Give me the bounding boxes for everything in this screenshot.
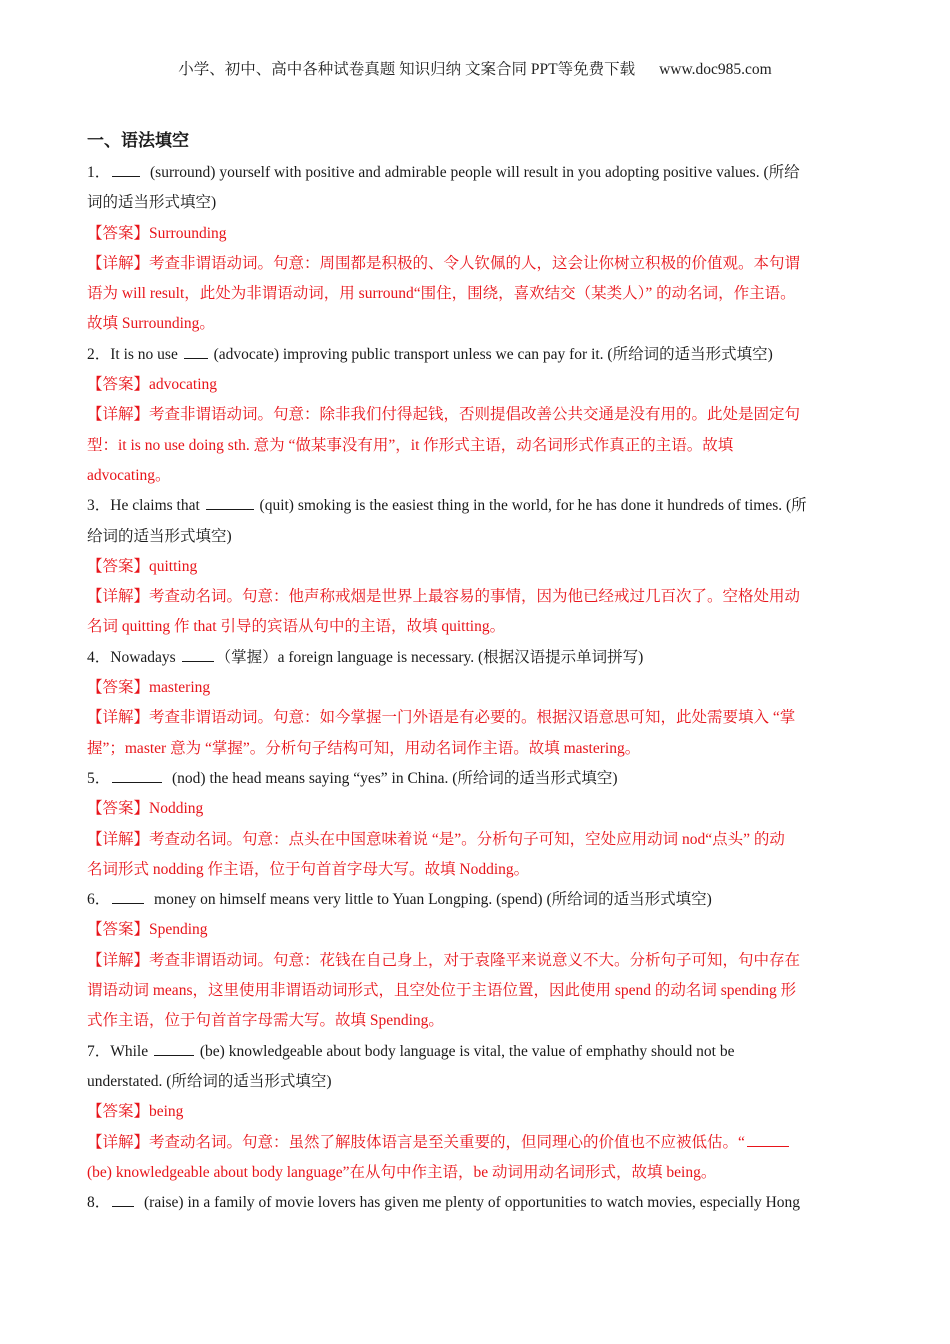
detail-line: 谓语动词 means，这里使用非谓语动词形式，且空处位于主语位置，因此使用 spend 的动名词 spending 形 — [87, 982, 797, 1000]
detail-line: 【详解】考查动名词。句意：虽然了解肢体语言是至关重要的，但同理心的价值也不应被低估。“ — [87, 1128, 877, 1158]
detail-line: 【详解】考查非谓语动词。句意：如今掌握一门外语是有必要的。根据汉语意思可知，此处需要填入 “掌 — [87, 709, 796, 727]
answer-blank — [747, 1132, 789, 1147]
detail-line: 型：it is no use doing sth. 意为 “做某事没有用”，it 作形式主语，动名词形式作真正的主语。故填 — [87, 436, 734, 454]
question-text: understated. (所给词的适当形式填空) — [87, 1072, 332, 1090]
detail-line: advocating。 — [87, 466, 171, 484]
question-text: 8． (raise) in a family of movie lovers has given me plenty of opportunities to watch movies, especially Hong — [87, 1194, 801, 1212]
question-text: 1． (surround) yourself with positive and admirable people will result in you adopting positive values. (所给 — [87, 164, 800, 181]
question-text: 2．It is no use (advocate) improving public transport unless we can pay for it. (所给词的适当形式填空) — [87, 345, 773, 363]
detail-line: 握”；master 意为 “掌握”。分析句子结构可知，用动名词作主语。故填 mastering。 — [87, 739, 641, 757]
answer-line: 【答案】being — [87, 1103, 184, 1121]
answer-line: 【答案】mastering — [87, 679, 211, 697]
answer-blank — [112, 1192, 134, 1207]
answer-blank — [112, 768, 162, 783]
question-item — [87, 885, 877, 1036]
question-item — [87, 764, 877, 885]
question-item — [87, 340, 877, 491]
detail-line: 式作主语，位于句首首字母需大写。故填 Spending。 — [87, 1012, 444, 1030]
detail-line: 【详解】考查非谓语动词。句意：周围都是积极的、令人钦佩的人，这会让你树立积极的价值观。本句谓 — [87, 254, 801, 272]
answer-line: 【答案】Surrounding — [87, 224, 227, 242]
page-header — [0, 57, 950, 79]
answer-blank — [112, 889, 144, 904]
question-item — [87, 1188, 877, 1218]
answer-line: 【答案】quitting — [87, 557, 198, 575]
content-area — [87, 128, 877, 1218]
detail-line: 【详解】考查非谓语动词。句意：除非我们付得起钱，否则提倡改善公共交通是没有用的。此处是固定句 — [87, 406, 801, 424]
detail-line: (be) knowledgeable about body language”在从句中作主语，be 动词用动名词形式，故填 being。 — [87, 1163, 717, 1181]
answer-line: 【答案】Nodding — [87, 800, 204, 818]
question-text: 词的适当形式填空) — [87, 194, 217, 212]
section-title: 一、语法填空 — [87, 131, 189, 151]
answer-blank — [184, 344, 208, 359]
question-item — [87, 643, 877, 764]
answer-blank — [182, 647, 214, 662]
question-item — [87, 491, 877, 642]
answer-blank — [154, 1041, 194, 1056]
answer-line: 【答案】Spending — [87, 921, 208, 939]
answer-blank — [112, 162, 140, 177]
header-site-link[interactable]: www.doc985.com — [659, 61, 772, 78]
question-text: 4．Nowadays （掌握）a foreign language is necessary. (根据汉语提示单词拼写) — [87, 648, 644, 666]
detail-line: 故填 Surrounding。 — [87, 315, 215, 333]
question-item — [87, 158, 877, 340]
detail-line: 【详解】考查动名词。句意：点头在中国意味着说 “是”。分析句子可知，空处应用动词 nod“点头” 的动 — [87, 830, 785, 848]
answer-line: 【答案】advocating — [87, 376, 218, 394]
detail-line: 名词形式 nodding 作主语，位于句首首字母大写。故填 Nodding。 — [87, 860, 530, 878]
answer-blank — [206, 495, 254, 510]
detail-line: 【详解】考查动名词。句意：他声称戒烟是世界上最容易的事情，因为他已经戒过几百次了。空格处用动 — [87, 588, 801, 606]
detail-line: 语为 will result，此处为非谓语动词，用 surround“围住，围绕，喜欢结交（某类人）” 的动名词，作主语。 — [87, 285, 796, 303]
question-item — [87, 1037, 877, 1188]
question-text: 给词的适当形式填空) — [87, 527, 232, 545]
question-text: 5． (nod) the head means saying “yes” in China. (所给词的适当形式填空) — [87, 769, 618, 787]
question-text: 7．While (be) knowledgeable about body language is vital, the value of emphathy should not be — [87, 1042, 735, 1060]
question-text: 6． money on himself means very little to Yuan Longping. (spend) (所给词的适当形式填空) — [87, 891, 712, 909]
detail-line: 名词 quitting 作 that 引导的宾语从句中的主语，故填 quitting。 — [87, 618, 506, 636]
header-text: 小学、初中、高中各种试卷真题 知识归纳 文案合同 PPT等免费下载 — [178, 61, 636, 78]
question-text: 3．He claims that (quit) smoking is the easiest thing in the world, for he has done it hundreds of times. (所 — [87, 497, 807, 515]
detail-line: 【详解】考查非谓语动词。句意：花钱在自己身上，对于袁隆平来说意义不大。分析句子可知，句中存在 — [87, 951, 801, 969]
